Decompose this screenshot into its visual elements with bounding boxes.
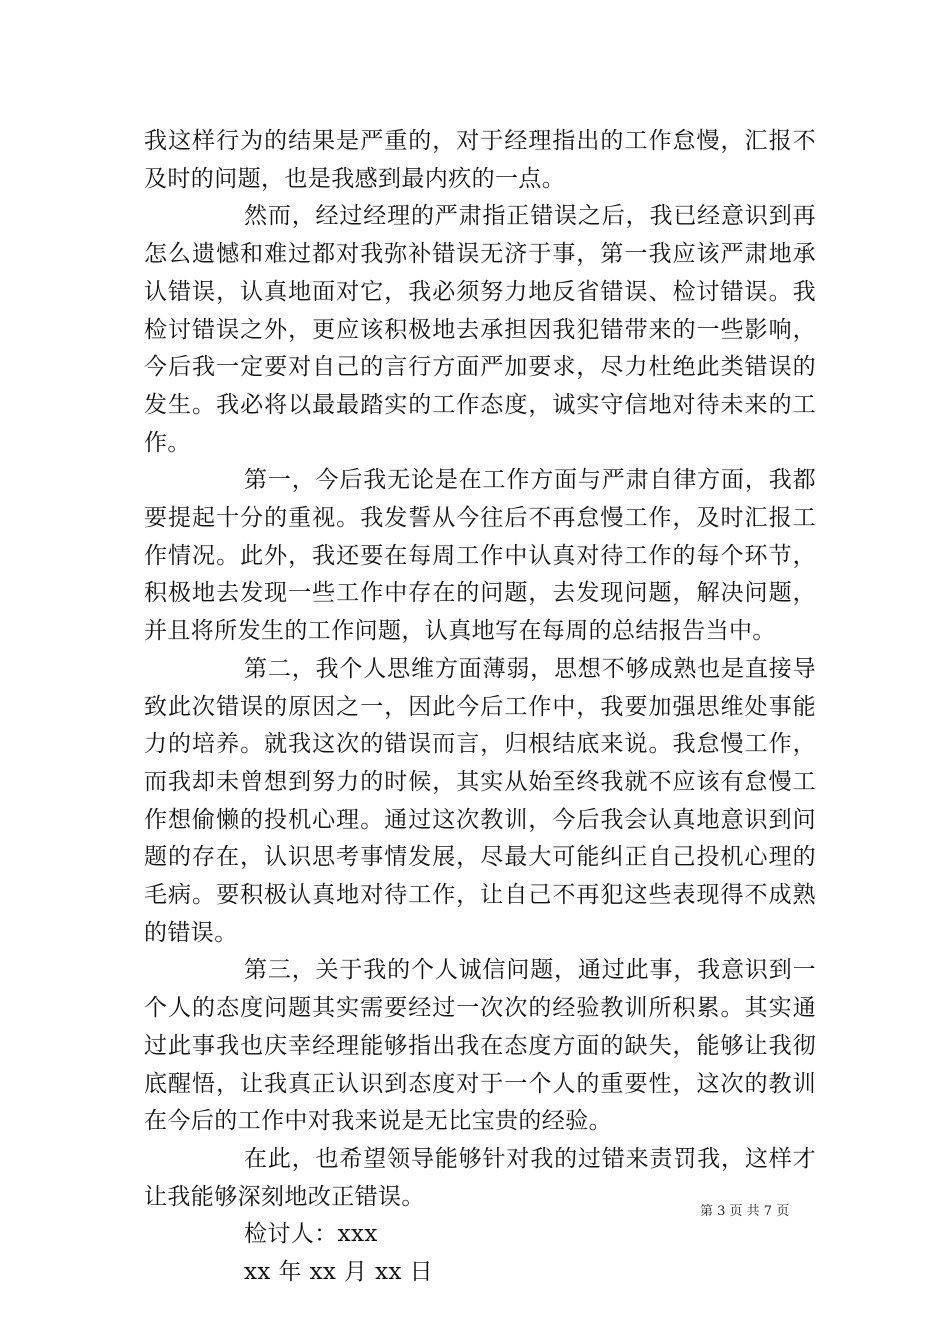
paragraph-point-one: 第一，今后我无论是在工作方面与严肃自律方面，我都要提起十分的重视。我发誓从今往后不再怠慢工作，及时汇报工作情况。此外，我还要在每周工作中认真对待工作的每个环节，积极地去发现一些工作中存在的问题，去发现问题，解决问题，并且将所发生的工作问题，认真地写在每周的总结报告当中。 <box>144 467 816 645</box>
paragraph-point-three: 第三，关于我的个人诚信问题，通过此事，我意识到一个人的态度问题其实需要经过一次次的经验教训所积累。其实通过此事我也庆幸经理能够指出我在态度方面的缺失，能够让我彻底醒悟，让我真正认识到态度对于一个人的重要性，这次的教训在今后的工作中对我来说是无比宝贵的经验。 <box>144 957 816 1135</box>
page-number-footer: 第 3 页 共 7 页 <box>700 1204 790 1219</box>
paragraph-closing: 在此，也希望领导能够针对我的过错来责罚我，这样才让我能够深刻地改正错误。 <box>144 1145 816 1210</box>
document-body <box>144 123 816 1292</box>
signer-line: 检讨人：xxx <box>244 1221 378 1248</box>
paragraph-reflection: 然而，经过经理的严肃指正错误之后，我已经意识到再怎么遗憾和难过都对我弥补错误无济于事，第一我应该严肃地承认错误，认真地面对它，我必须努力地反省错误、检讨错误。我检讨错误之外，更应该积极地去承担因我犯错带来的一些影响，今后我一定要对自己的言行方面严加要求，尽力杜绝此类错误的发生。我必将以最最踏实的工作态度，诚实守信地对待未来的工作。 <box>144 203 816 456</box>
date-line: xx 年 xx 月 xx 日 <box>244 1259 433 1286</box>
paragraph-continuation: 我这样行为的结果是严重的，对于经理指出的工作怠慢，汇报不及时的问题，也是我感到最内疚的一点。 <box>144 128 816 192</box>
paragraph-point-two: 第二，我个人思维方面薄弱，思想不够成熟也是直接导致此次错误的原因之一，因此今后工作中，我要加强思维处事能力的培养。就我这次的错误而言，归根结底来说。我怠慢工作，而我却未曾想到努力的时候，其实从始至终我就不应该有怠慢工作想偷懒的投机心理。通过这次教训，今后我会认真地意识到问题的存在，认识思考事情发展，尽最大可能纠正自己投机心理的毛病。要积极认真地对待工作，让自己不再犯这些表现得不成熟的错误。 <box>144 655 816 946</box>
